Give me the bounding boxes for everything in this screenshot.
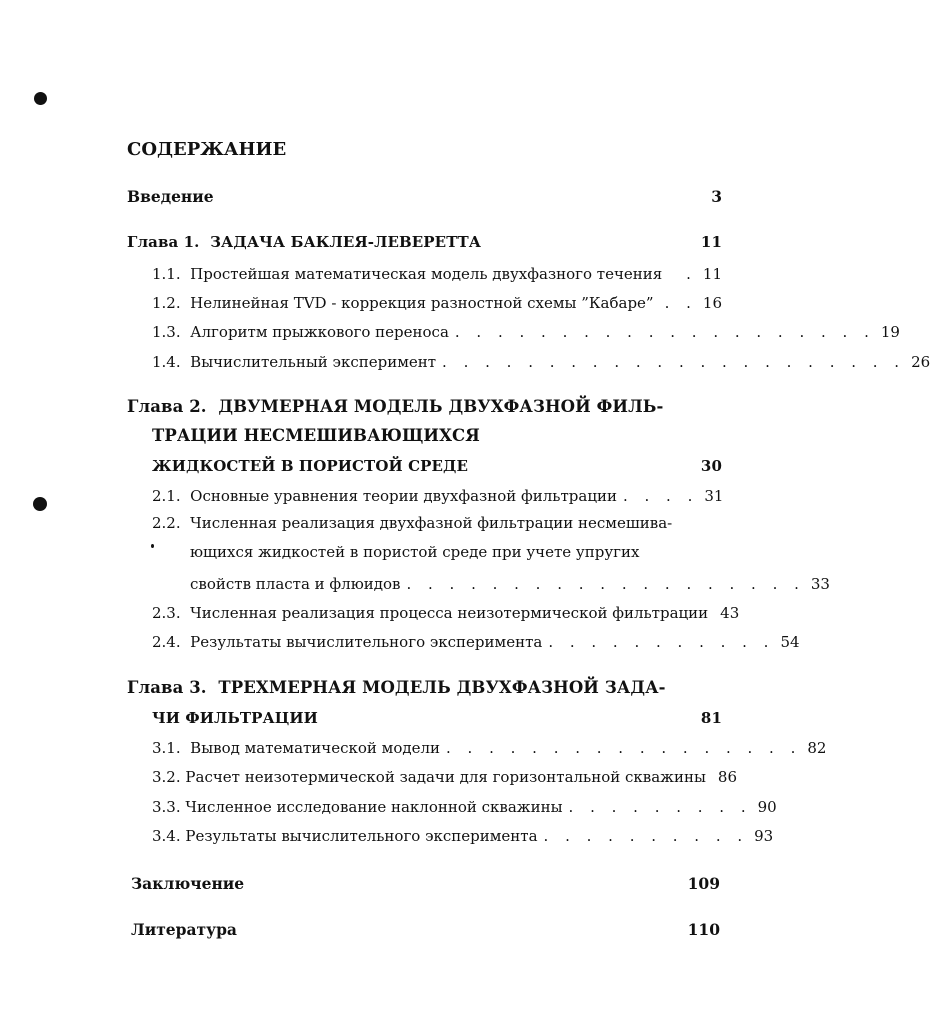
section-title: Результаты вычислительного эксперимента: [185, 827, 538, 845]
section-1-1: 1.1. Простейшая математическая модель двухфазного течения . 11: [152, 265, 722, 283]
section-number: 2.2.: [152, 514, 181, 532]
section-1-3: 1.3. Алгоритм прыжкового переноса . . . . . . . . . . . . . . . . . . . . 19: [152, 323, 900, 341]
section-number: 2.3.: [152, 604, 181, 622]
section-page: 54: [780, 633, 800, 651]
section-title: Численное исследование наклонной скважины: [185, 798, 563, 816]
section-title: Основные уравнения теории двухфазной фильтрации: [190, 487, 617, 505]
literature-label: Литература: [131, 920, 237, 939]
section-page: 90: [757, 798, 777, 816]
scan-blot-middle: [33, 497, 47, 511]
section-number: 1.3.: [152, 323, 181, 341]
section-3-1: 3.1. Вывод математической модели . . . . . . . . . . . . . . . . . 82: [152, 739, 827, 757]
section-1-4: 1.4. Вычислительный эксперимент . . . . . . . . . . . . . . . . . . . . . . 26: [152, 353, 930, 371]
scan-blot-top: [34, 92, 47, 105]
section-title: Результаты вычислительного эксперимента: [190, 633, 543, 651]
section-title: Вывод математической модели: [190, 739, 441, 757]
section-2-1: 2.1. Основные уравнения теории двухфазной фильтрации . . . . 31: [152, 487, 724, 505]
section-number: 3.4.: [152, 827, 181, 845]
section-title: Вычислительный эксперимент: [190, 353, 437, 371]
chapter2-page: 30: [700, 457, 722, 475]
chapter1-label: Глава 1.: [127, 233, 200, 251]
chapter3-label: Глава 3.: [127, 678, 207, 697]
section-page: 26: [911, 353, 930, 371]
section-title-line1: Численная реализация двухфазной фильтрации несмешива-: [190, 514, 673, 532]
scan-blot-small: [151, 544, 154, 548]
section-title: Расчет неизотермической задачи для горизонтальной скважины: [185, 768, 706, 786]
chapter2-title-line1: ДВУМЕРНАЯ МОДЕЛЬ ДВУХФАЗНОЙ ФИЛЬ-: [218, 397, 664, 416]
section-page: 82: [807, 739, 827, 757]
chapter1-heading: [127, 233, 722, 251]
section-number: 1.2.: [152, 294, 181, 312]
chapter2-title-line2: ТРАЦИИ НЕСМЕШИВАЮЩИХСЯ: [152, 426, 480, 445]
section-page: 11: [702, 265, 722, 283]
chapter1-title: ЗАДАЧА БАКЛЕЯ-ЛЕВЕРЕТТА: [210, 233, 482, 251]
section-2-2-line2: ющихся жидкостей в пористой среде при учете упругих: [190, 543, 640, 561]
section-page: 86: [717, 768, 737, 786]
chapter3-heading-line1: [127, 680, 666, 697]
section-number: 1.1.: [152, 265, 181, 283]
section-title: Простейшая математическая модель двухфазного течения: [190, 265, 663, 283]
section-3-3: 3.3. Численное исследование наклонной скважины . . . . . . . . . 90: [152, 798, 777, 816]
section-2-4: 2.4. Результаты вычислительного эксперимента . . . . . . . . . . . 54: [152, 633, 800, 651]
chapter3-title-line1: ТРЕХМЕРНАЯ МОДЕЛЬ ДВУХФАЗНОЙ ЗАДА-: [218, 678, 666, 697]
chapter3-page: 81: [700, 709, 722, 727]
toc-title: СОДЕРЖАНИЕ: [127, 139, 287, 160]
section-title-line3: свойств пласта и флюидов: [190, 575, 401, 593]
section-number: 1.4.: [152, 353, 181, 371]
chapter2-label: Глава 2.: [127, 397, 207, 416]
literature-page: 110: [687, 920, 720, 939]
section-number: 3.2.: [152, 768, 181, 786]
chapter2-heading-line3: [152, 457, 722, 475]
chapter3-title-line2: ЧИ ФИЛЬТРАЦИИ: [152, 709, 318, 727]
toc-entry-conclusion: [131, 874, 720, 893]
section-page: 31: [704, 487, 724, 505]
section-number: 2.4.: [152, 633, 181, 651]
section-title: Нелинейная TVD - коррекция разностной схемы ”Кабаре”: [190, 294, 654, 312]
section-number: 3.3.: [152, 798, 181, 816]
chapter3-heading-line2: [152, 709, 722, 727]
section-title: Алгоритм прыжкового переноса: [190, 323, 449, 341]
section-title: Численная реализация процесса неизотермической фильтрации: [190, 604, 709, 622]
section-3-2: [152, 768, 737, 786]
section-number: 3.1.: [152, 739, 181, 757]
chapter1-page: 11: [700, 233, 722, 251]
section-page: 93: [754, 827, 774, 845]
intro-page: 3: [711, 187, 722, 206]
section-2-3: [152, 604, 740, 622]
section-2-2-line3: свойств пласта и флюидов . . . . . . . . . . . . . . . . . . . 33: [190, 575, 830, 593]
toc-entry-literature: [131, 920, 720, 939]
intro-label: Введение: [127, 187, 214, 206]
toc-entry-intro: [127, 187, 722, 206]
chapter2-heading-line1: [127, 399, 663, 416]
conclusion-label: Заключение: [131, 874, 245, 893]
section-1-2: 1.2. Нелинейная TVD - коррекция разностной схемы ”Кабаре” . . 16: [152, 294, 722, 312]
section-page: 43: [720, 604, 740, 622]
section-number: 2.1.: [152, 487, 181, 505]
section-page: 33: [810, 575, 830, 593]
section-2-2-line1: [152, 516, 672, 531]
section-3-4: 3.4. Результаты вычислительного эксперимента . . . . . . . . . . 93: [152, 827, 774, 845]
conclusion-page: 109: [687, 874, 720, 893]
section-page: 19: [880, 323, 900, 341]
chapter2-title-line3: ЖИДКОСТЕЙ В ПОРИСТОЙ СРЕДЕ: [152, 457, 468, 475]
section-page: 16: [702, 294, 722, 312]
